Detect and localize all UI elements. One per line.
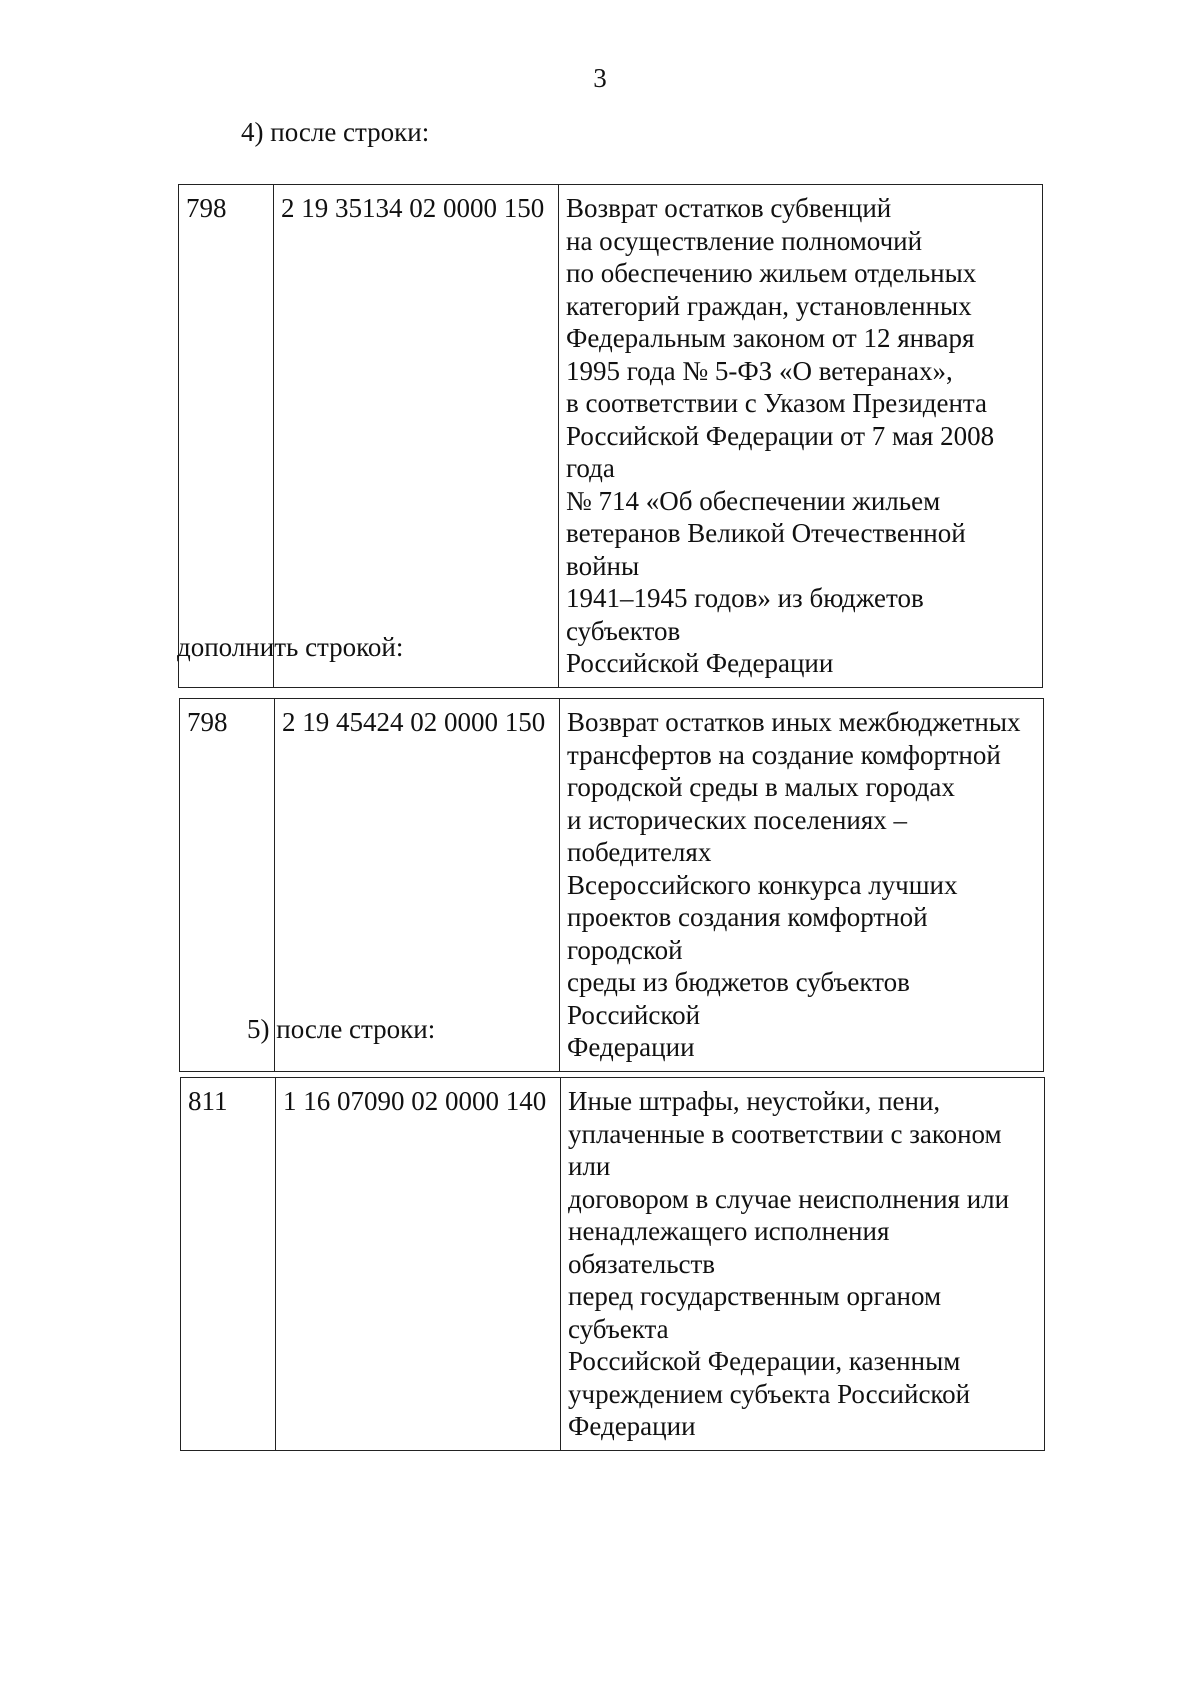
- revenue-name-cell: [560, 699, 1044, 1072]
- admin-code-cell: 798: [180, 699, 275, 1072]
- admin-code-cell: 798: [179, 185, 274, 688]
- caption-append-row: дополнить строкой:: [177, 632, 404, 662]
- budget-code-cell: 2 19 45424 02 0000 150: [275, 699, 560, 1072]
- revenue-name-cell: [559, 185, 1043, 688]
- code-table-3: [180, 1077, 1045, 1451]
- table-row: [179, 185, 1043, 688]
- revenue-name-cell: [561, 1078, 1045, 1451]
- revenue-name-text: Возврат остатков иных межбюджетных трансфертов на создание комфортной городской среды в малых городах и исторических поселениях – победителях Всероссийского конкурса лучших проектов создания комфортной городской среды из бюджетов субъектов Российской Федерации: [567, 707, 1021, 1062]
- code-table-1: [178, 184, 1043, 688]
- caption-after-row-5: 5) после строки:: [247, 1014, 436, 1044]
- revenue-name-text: Иные штрафы, неустойки, пени, уплаченные в соответствии с законом или договором в случае неисполнения или ненадлежащего исполнения обязательств перед государственным органом субъекта Российской Федерации, казенным учреждением субъекта Российской Федерации: [568, 1086, 1010, 1441]
- budget-code-cell: 1 16 07090 02 0000 140: [276, 1078, 561, 1451]
- admin-code-cell: 811: [181, 1078, 276, 1451]
- revenue-name-text: Возврат остатков субвенций на осуществление полномочий по обеспечению жильем отдельных категорий граждан, установленных Федеральным законом от 12 января 1995 года № 5-ФЗ «О ветеранах», в соответствии с Указом Президента Российской Федерации от 7 мая 2008 года № 714 «Об обеспечении жильем ветеранов Великой Отечественной войны 1941–1945 годов» из бюджетов субъектов Российской Федерации: [566, 193, 995, 678]
- table-row: [181, 1078, 1045, 1451]
- caption-after-row-4: 4) после строки:: [241, 117, 430, 147]
- budget-code-cell: 2 19 35134 02 0000 150: [274, 185, 559, 688]
- page-number: 3: [593, 63, 607, 93]
